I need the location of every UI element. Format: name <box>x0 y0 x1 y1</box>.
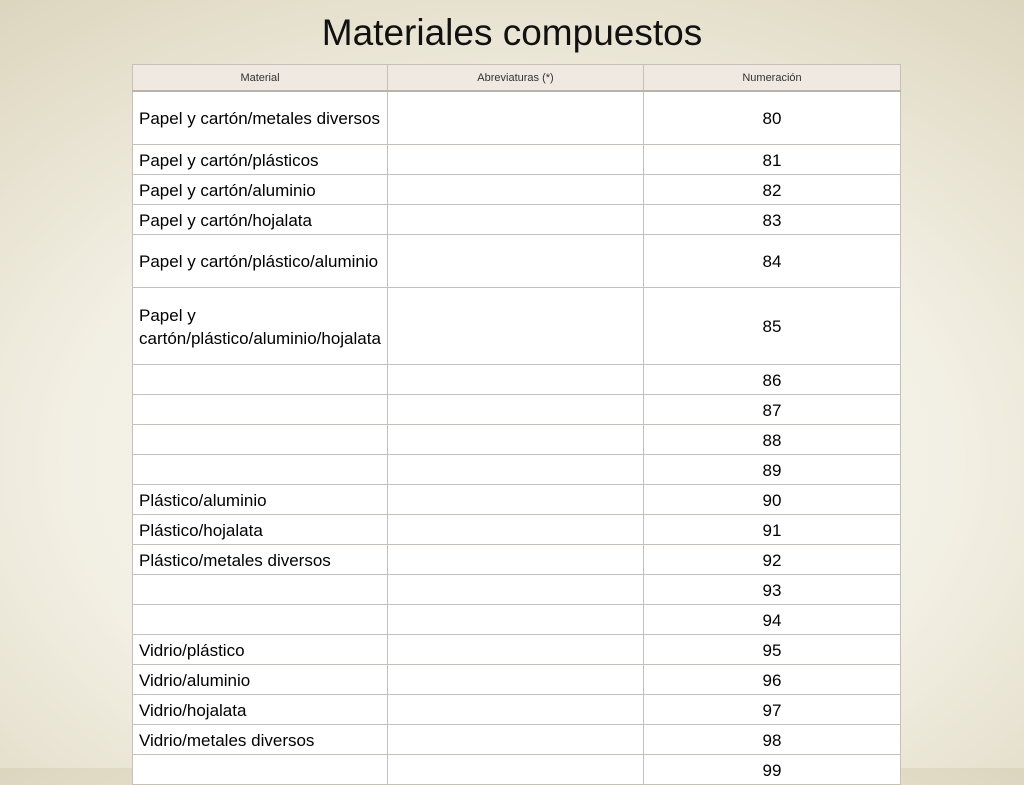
abbreviation-cell <box>388 395 644 425</box>
number-cell: 83 <box>644 205 901 235</box>
table-row <box>133 575 901 605</box>
table-row <box>133 91 901 145</box>
material-cell: Plástico/hojalata <box>133 515 388 545</box>
abbreviation-cell <box>388 575 644 605</box>
material-cell: Vidrio/aluminio <box>133 665 388 695</box>
material-cell <box>133 575 388 605</box>
table-row <box>133 288 901 365</box>
abbreviation-cell <box>388 635 644 665</box>
abbreviation-cell <box>388 455 644 485</box>
number-cell: 92 <box>644 545 901 575</box>
material-cell: Vidrio/hojalata <box>133 695 388 725</box>
material-cell: Papel y cartón/plásticos <box>133 145 388 175</box>
abbreviation-cell <box>388 605 644 635</box>
material-cell: Vidrio/metales diversos <box>133 725 388 755</box>
material-cell: Plástico/aluminio <box>133 485 388 515</box>
number-cell: 86 <box>644 365 901 395</box>
abbreviation-cell <box>388 175 644 205</box>
material-cell <box>133 365 388 395</box>
number-cell: 80 <box>644 91 901 145</box>
number-cell: 95 <box>644 635 901 665</box>
abbreviation-cell <box>388 755 644 785</box>
number-cell: 94 <box>644 605 901 635</box>
table-row <box>133 145 901 175</box>
abbreviation-cell <box>388 365 644 395</box>
abbreviation-cell <box>388 205 644 235</box>
abbreviation-cell <box>388 515 644 545</box>
table-row <box>133 755 901 785</box>
abbreviation-cell <box>388 695 644 725</box>
table-row <box>133 395 901 425</box>
material-cell <box>133 755 388 785</box>
table-row <box>133 175 901 205</box>
number-cell: 98 <box>644 725 901 755</box>
number-cell: 84 <box>644 235 901 288</box>
material-cell: Plástico/metales diversos <box>133 545 388 575</box>
material-cell: Papel y cartón/metales diversos <box>133 91 388 145</box>
table-row <box>133 205 901 235</box>
table-row <box>133 725 901 755</box>
table-row <box>133 635 901 665</box>
material-cell <box>133 455 388 485</box>
slide-title: Materiales compuestos <box>321 12 703 53</box>
number-cell: 87 <box>644 395 901 425</box>
table-row <box>133 545 901 575</box>
abbreviation-cell <box>388 545 644 575</box>
material-cell: Vidrio/plástico <box>133 635 388 665</box>
abbreviation-cell <box>388 665 644 695</box>
table-row <box>133 485 901 515</box>
header-number: Numeración <box>644 65 901 92</box>
material-cell <box>133 605 388 635</box>
table-row <box>133 605 901 635</box>
number-cell: 89 <box>644 455 901 485</box>
materials-table <box>132 64 901 785</box>
material-cell: Papel y cartón/hojalata <box>133 205 388 235</box>
table-row <box>133 235 901 288</box>
number-cell: 96 <box>644 665 901 695</box>
number-cell: 85 <box>644 288 901 365</box>
number-cell: 82 <box>644 175 901 205</box>
number-cell: 88 <box>644 425 901 455</box>
number-cell: 81 <box>644 145 901 175</box>
abbreviation-cell <box>388 725 644 755</box>
material-cell <box>133 425 388 455</box>
table-row <box>133 515 901 545</box>
material-cell: Papel y cartón/aluminio <box>133 175 388 205</box>
number-cell: 97 <box>644 695 901 725</box>
abbreviation-cell <box>388 485 644 515</box>
abbreviation-cell <box>388 145 644 175</box>
abbreviation-cell <box>388 235 644 288</box>
number-cell: 93 <box>644 575 901 605</box>
material-cell: Papel y cartón/plástico/aluminio/hojalata <box>133 288 388 365</box>
number-cell: 91 <box>644 515 901 545</box>
number-cell: 90 <box>644 485 901 515</box>
header-material: Material <box>133 65 388 92</box>
abbreviation-cell <box>388 425 644 455</box>
material-cell: Papel y cartón/plástico/aluminio <box>133 235 388 288</box>
abbreviation-cell <box>388 288 644 365</box>
material-cell <box>133 395 388 425</box>
table-row <box>133 425 901 455</box>
table-row <box>133 365 901 395</box>
table-header-row <box>133 65 901 92</box>
abbreviation-cell <box>388 91 644 145</box>
table-row <box>133 665 901 695</box>
number-cell: 99 <box>644 755 901 785</box>
table-row <box>133 695 901 725</box>
header-abbreviations: Abreviaturas (*) <box>388 65 644 92</box>
table-row <box>133 455 901 485</box>
